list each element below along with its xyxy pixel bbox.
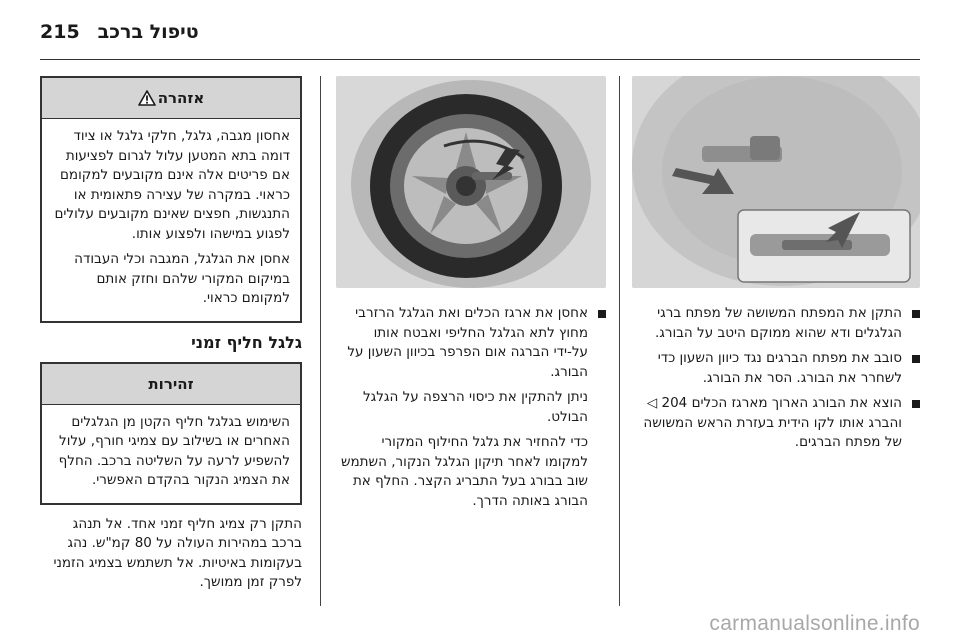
bullet-marker bbox=[598, 310, 606, 318]
warning-box-body bbox=[42, 119, 300, 321]
page-header bbox=[40, 14, 920, 50]
column-left bbox=[40, 76, 302, 599]
caution-box-header bbox=[42, 364, 300, 405]
list-item bbox=[632, 349, 920, 388]
list-item-text: התקן את המפתח המשושה של מפתח ברגי הגלגלים ודא שהוא ממוקם היטב על הבורג. bbox=[654, 305, 902, 341]
warning-triangle-icon bbox=[138, 90, 156, 106]
warning-paragraph: אחסן את הגלגל, המגבה וכלי העבודה במיקום המקורי שלהם וחזק אותם למקומם כראוי. bbox=[74, 251, 290, 306]
paragraph: ניתן להתקין את כיסוי הרצפה על הגלגל הבולט. bbox=[363, 389, 588, 425]
list-item-text: סובב את מפתח הברגים נגד כיוון השעון כדי לשחרר את הבורג. הסר את הבורג. bbox=[657, 350, 902, 386]
header-rule bbox=[40, 59, 920, 60]
column-divider bbox=[619, 76, 620, 606]
caution-box bbox=[40, 362, 302, 505]
watermark: carmanualsonline.info bbox=[709, 612, 920, 635]
paragraph: כדי להחזיר את גלגל החילוף המקורי למקומו לאחר תיקון הגלגל הנקור, השתמש שוב בבורג בעל התבריג הקצר. החלף את הבורג באותה הדרך. bbox=[340, 434, 588, 509]
caution-box-body bbox=[42, 405, 300, 503]
list-item bbox=[336, 304, 606, 382]
paragraph: התקן רק צמיג חליף זמני אחד. אל תנהג ברכב במהירות העולה על 80 קמ"ש. נהג בעקומות באיטיות. אל תשתמש בצמיג הזמני לפרק זמן ממושך. bbox=[53, 515, 302, 590]
trunk-photo bbox=[632, 76, 920, 288]
warning-box bbox=[40, 76, 302, 323]
warning-title: אזהרה bbox=[157, 89, 205, 107]
warning-box-header bbox=[42, 78, 300, 119]
column-right bbox=[632, 76, 920, 459]
warning-paragraph: אחסון מגבה, גלגל, חלקי גלגל או ציוד דומה בתא המטען עלול לגרום לפציעות אם פריטים אלה אינם מקובעים למקומם כראוי. במקרה של עצירה פתאומית או התנגשות, חפצים שאינם מקובעים עלולים לפגוע במישהו ולפצוע אותו. bbox=[54, 128, 290, 242]
caution-title: זהירות bbox=[148, 374, 194, 393]
list-item bbox=[632, 394, 920, 453]
list-item bbox=[632, 304, 920, 343]
section-heading: גלגל חליף זמני bbox=[191, 332, 302, 352]
running-title: טיפול ברכב bbox=[97, 21, 199, 43]
bullet-marker bbox=[912, 310, 920, 318]
bullet-marker bbox=[912, 400, 920, 408]
bullet-marker bbox=[912, 355, 920, 363]
caution-paragraph: השימוש בגלגל חליף הקטן מן הגלגלים האחרים או בשילוב עם צמיגי חורף, עלול להשפיע לרעה על השליטה ברכב. החלף את הצמיג הנקור בהקדם האפשרי. bbox=[58, 413, 290, 488]
spare-wheel-photo bbox=[336, 76, 606, 288]
page-number: 215 bbox=[40, 21, 80, 43]
list-item-text: הוצא את הבורג הארוך מארגז הכלים 204 ◁ והברג אותו לקו הידית בעזרת הראש המשושה של מפתח הברגים. bbox=[643, 395, 902, 450]
column-middle bbox=[336, 76, 606, 517]
column-divider bbox=[320, 76, 321, 606]
list-item-text: אחסן את ארגז הכלים ואת הגלגל הרזרבי מחוץ לתא הגלגל החליפי ואבטח אותו על-ידי הברגה אום הפרפר בכיוון השעון על הבורג. bbox=[347, 305, 588, 380]
